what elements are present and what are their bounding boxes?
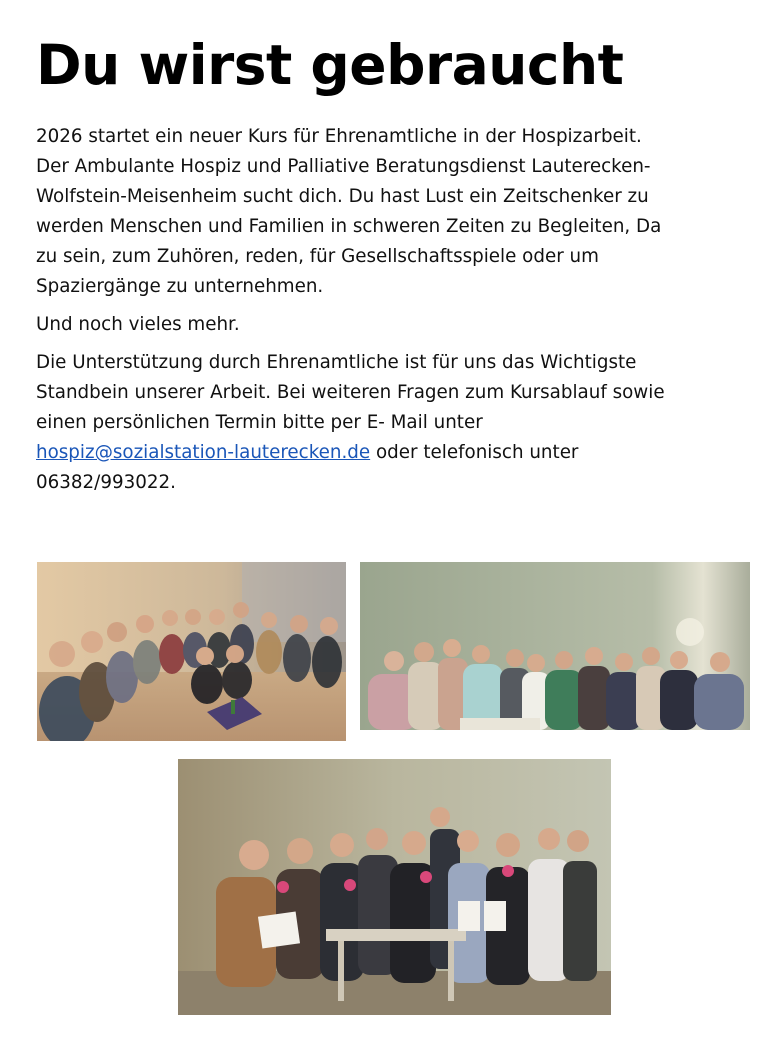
text-line: Der Ambulante Hospiz und Palliative Beratungsdienst Lauterecken- <box>36 156 651 177</box>
phone-number: 06382/993022. <box>36 472 176 493</box>
text-line: einen persönlichen Termin bitte per E- Mail unter <box>36 412 483 433</box>
photo-group-certificates <box>178 759 611 1015</box>
body-text <box>36 122 736 506</box>
text-line: Die Unterstützung durch Ehrenamtliche ist für uns das Wichtigste <box>36 352 637 373</box>
photo-group-standing <box>360 562 750 730</box>
text-line: werden Menschen und Familien in schweren Zeiten zu Begleiten, Da <box>36 216 662 237</box>
phone-intro-text: oder telefonisch unter <box>370 442 579 463</box>
text-line: Wolfstein-Meisenheim sucht dich. Du hast Lust ein Zeitschenker zu <box>36 186 649 207</box>
paragraph-course-announcement <box>36 122 736 302</box>
text-line: Standbein unserer Arbeit. Bei weiteren Fragen zum Kursablauf sowie <box>36 382 665 403</box>
email-link[interactable]: hospiz@sozialstation-lauterecken.de <box>36 442 371 463</box>
paragraph-more <box>36 310 736 340</box>
text-line: zu sein, zum Zuhören, reden, für Gesellschaftsspiele oder um <box>36 246 599 267</box>
email-line <box>36 438 736 468</box>
text-line: Und noch vieles mehr. <box>36 314 240 335</box>
text-line: Spaziergänge zu unternehmen. <box>36 276 324 297</box>
photo-group-circle <box>37 562 346 741</box>
paragraph-contact <box>36 348 736 498</box>
page-title: Du wirst gebraucht <box>36 33 624 97</box>
text-line: 2026 startet ein neuer Kurs für Ehrenamtliche in der Hospizarbeit. <box>36 126 642 147</box>
